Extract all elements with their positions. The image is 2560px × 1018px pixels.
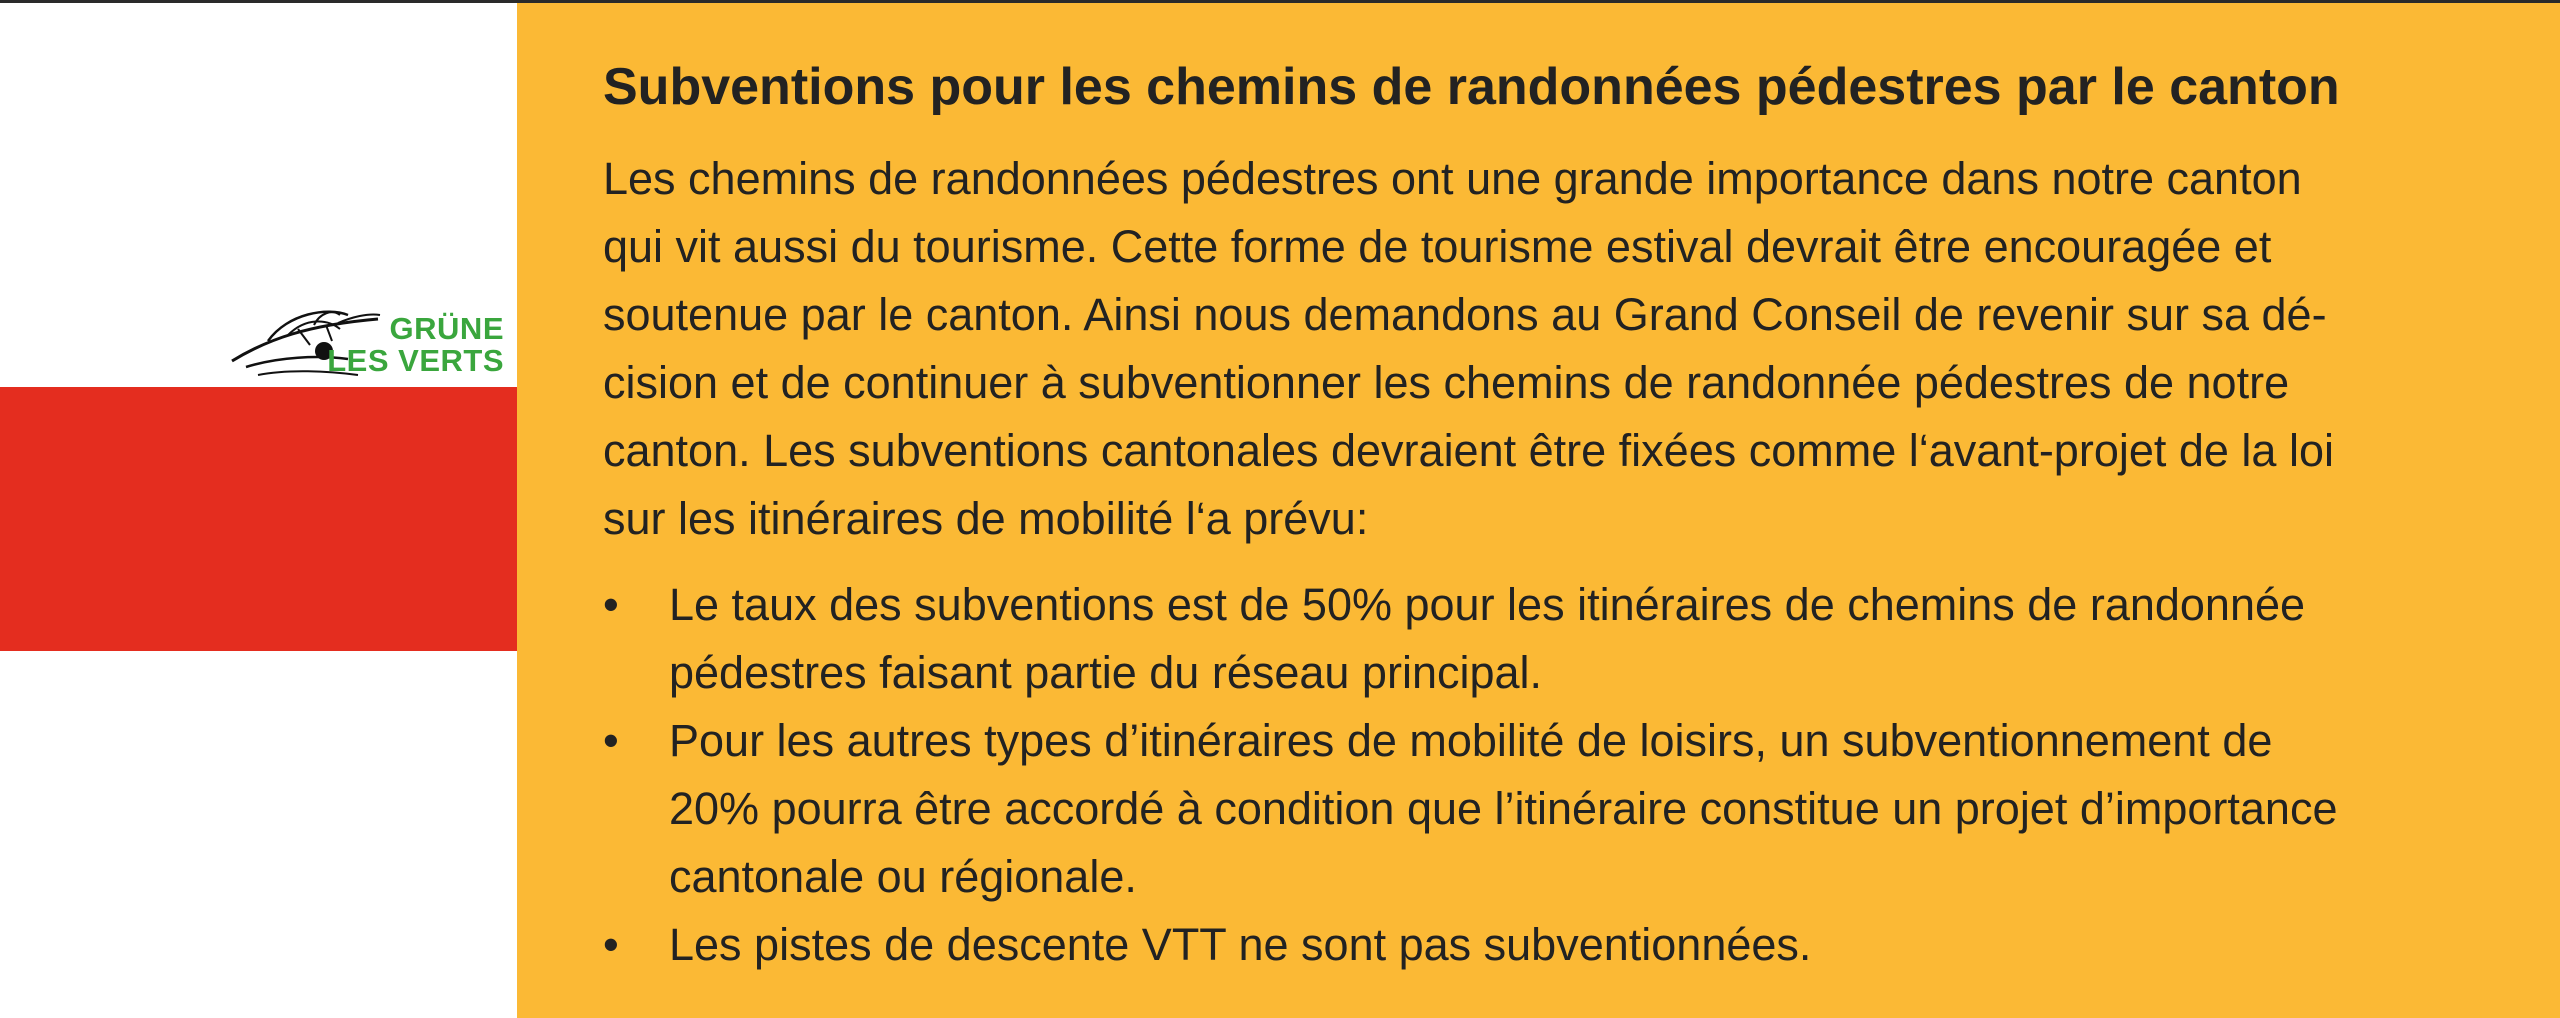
bullet-marker: • [603,715,619,766]
party-logo [228,287,508,383]
body-paragraph [603,145,2334,553]
left-panel [0,3,517,1018]
red-accent-band [0,387,517,651]
bullet-line: cantonale ou régionale. [669,851,1137,902]
paragraph-line: sur les itinéraires de mobilité l‘a prévu: [603,493,1369,544]
bullet-item [603,707,2337,911]
bullet-line: Pour les autres types d’itinéraires de mobilité de loisirs, un subventionnement de [669,715,2273,766]
bullet-line: pédestres faisant partie du réseau principal. [669,647,1543,698]
paragraph-line: canton. Les subventions cantonales devraient être fixées comme l‘avant-projet de la loi [603,425,2334,476]
paragraph-line: Les chemins de randonnées pédestres ont une grande importance dans notre canton [603,153,2302,204]
logo-text-grune: GRÜNE [389,311,504,346]
content-panel [517,3,2560,1018]
paragraph-line: qui vit aussi du tourisme. Cette forme de tourisme estival devrait être encouragée et [603,221,2272,272]
paragraph-line: cision et de continuer à subventionner les chemins de randonnée pédestres de notre [603,357,2290,408]
paragraph-line: soutenue par le canton. Ainsi nous demandons au Grand Conseil de revenir sur sa dé- [603,289,2327,340]
bullet-line: Les pistes de descente VTT ne sont pas subventionnées. [669,919,1812,970]
bullet-marker: • [603,579,619,630]
bullet-marker: • [603,919,619,970]
bullet-item [603,911,2337,979]
bullet-line: 20% pourra être accordé à condition que l’itinéraire constitue un projet d’importance [669,783,2338,834]
section-title: Subventions pour les chemins de randonnées pédestres par le canton [603,58,2340,116]
bullet-list [603,571,2337,979]
logo-text-les-verts: LES VERTS [327,343,504,378]
bullet-item [603,571,2337,707]
bullet-line: Le taux des subventions est de 50% pour les itinéraires de chemins de randonnée [669,579,2306,630]
